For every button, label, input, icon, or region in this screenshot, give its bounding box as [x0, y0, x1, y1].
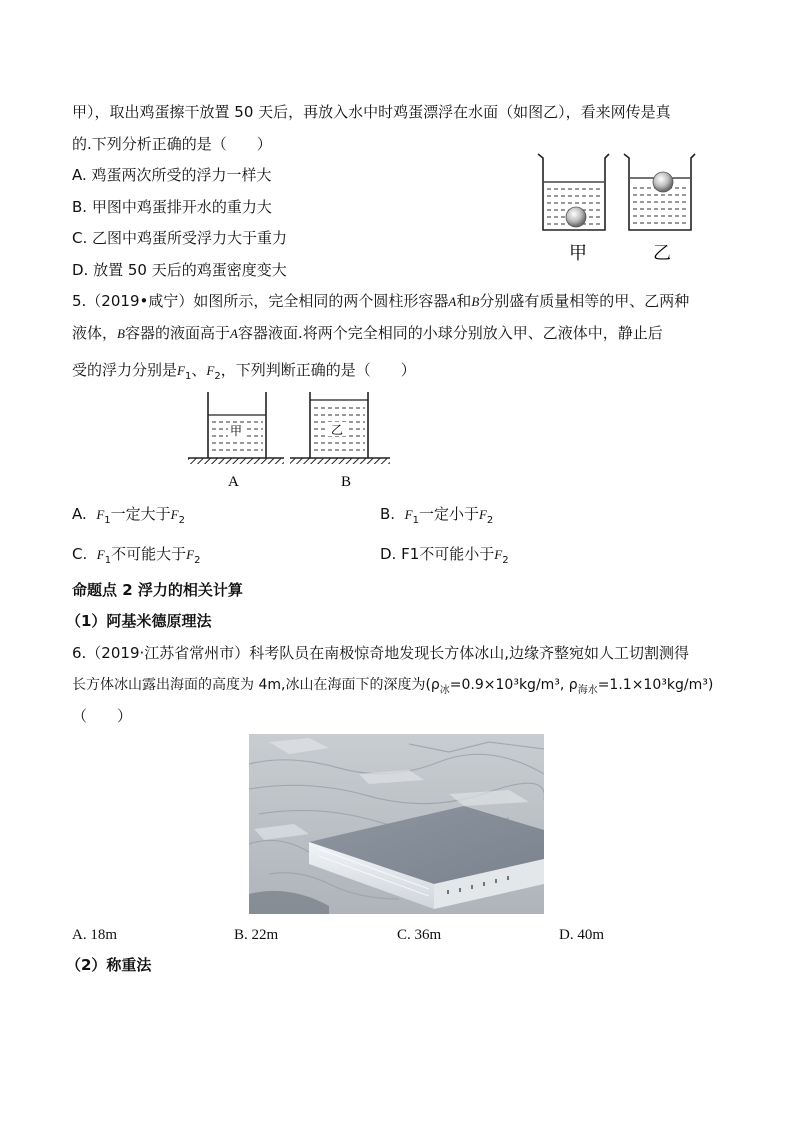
section-subtitle-2: （2）称重法: [66, 956, 152, 974]
q4-stem-line2: 的.下列分析正确的是（ ）: [72, 135, 272, 153]
liquid-yi-label: 乙: [331, 423, 344, 437]
q5-stem-line2: 液体，B容器的液面高于A容器液面.将两个完全相同的小球分别放入甲、乙液体中，静止后: [72, 324, 663, 342]
q6-option-d: D. 40m: [559, 927, 604, 943]
q6-option-c: C. 36m: [397, 927, 442, 943]
egg-floating-icon: [653, 172, 673, 192]
label-a: A: [228, 474, 239, 490]
q4-figure-beakers: [533, 148, 713, 270]
q5-option-a: A. $F_1$一定大于$F_2$: [72, 505, 185, 526]
q5-figure-containers: [186, 390, 394, 490]
q6-paren: （ ）: [72, 707, 133, 725]
q4-option-c: C. 乙图中鸡蛋所受浮力大于重力: [72, 229, 288, 247]
q4-stem-line1: 甲），取出鸡蛋擦干放置 50 天后，再放入水中时鸡蛋漂浮在水面（如图乙），看来网传是真: [72, 103, 671, 121]
container-a: [208, 392, 266, 458]
section-title: 命题点 2 浮力的相关计算: [72, 581, 243, 599]
q5-stem-line3: 受的浮力分别是$F_1$、$F_2$，下列判断正确的是（ ）: [72, 361, 416, 382]
q4-option-a: A. 鸡蛋两次所受的浮力一样大: [72, 166, 272, 184]
label-b: B: [341, 474, 352, 490]
label-jia: 甲: [569, 243, 587, 264]
q5-option-d: D. F1不可能小于$F_2$: [380, 545, 509, 566]
beaker-yi: [624, 154, 695, 230]
container-b: [310, 392, 368, 458]
q6-stem-line2: 长方体冰山露出海面的高度为 4m,冰山在海面下的深度为($\rho_冰=0.9\times 10^3kg/m^3$, $\rho_{海水}=1.1\times 10^3kg/m^3$): [72, 677, 714, 696]
q6-stem-line1: 6.（2019·江苏省常州市）科考队员在南极惊奇地发现长方体冰山,边缘齐整宛如人工切割测得: [72, 644, 690, 662]
egg-sunk-icon: [566, 207, 586, 227]
q5-option-b: B. $F_1$一定小于$F_2$: [380, 505, 494, 526]
q4-option-b: B. 甲图中鸡蛋排开水的重力大: [72, 198, 272, 216]
iceberg-photo: [249, 734, 544, 914]
q4-option-d: D. 放置 50 天后的鸡蛋密度变大: [72, 261, 287, 279]
section-subtitle-1: （1）阿基米德原理法: [66, 612, 212, 630]
label-yi: 乙: [653, 243, 671, 264]
beaker-jia: [538, 154, 609, 230]
q5-option-c: C. $F_1$不可能大于$F_2$: [72, 545, 201, 566]
q6-option-b: B. 22m: [234, 927, 279, 943]
liquid-jia-label: 甲: [230, 424, 243, 438]
q6-option-a: A. 18m: [72, 927, 117, 943]
q5-stem-line1: 5.（2019•咸宁）如图所示，完全相同的两个圆柱形容器A和B分别盛有质量相等的甲、乙两种: [72, 292, 690, 310]
